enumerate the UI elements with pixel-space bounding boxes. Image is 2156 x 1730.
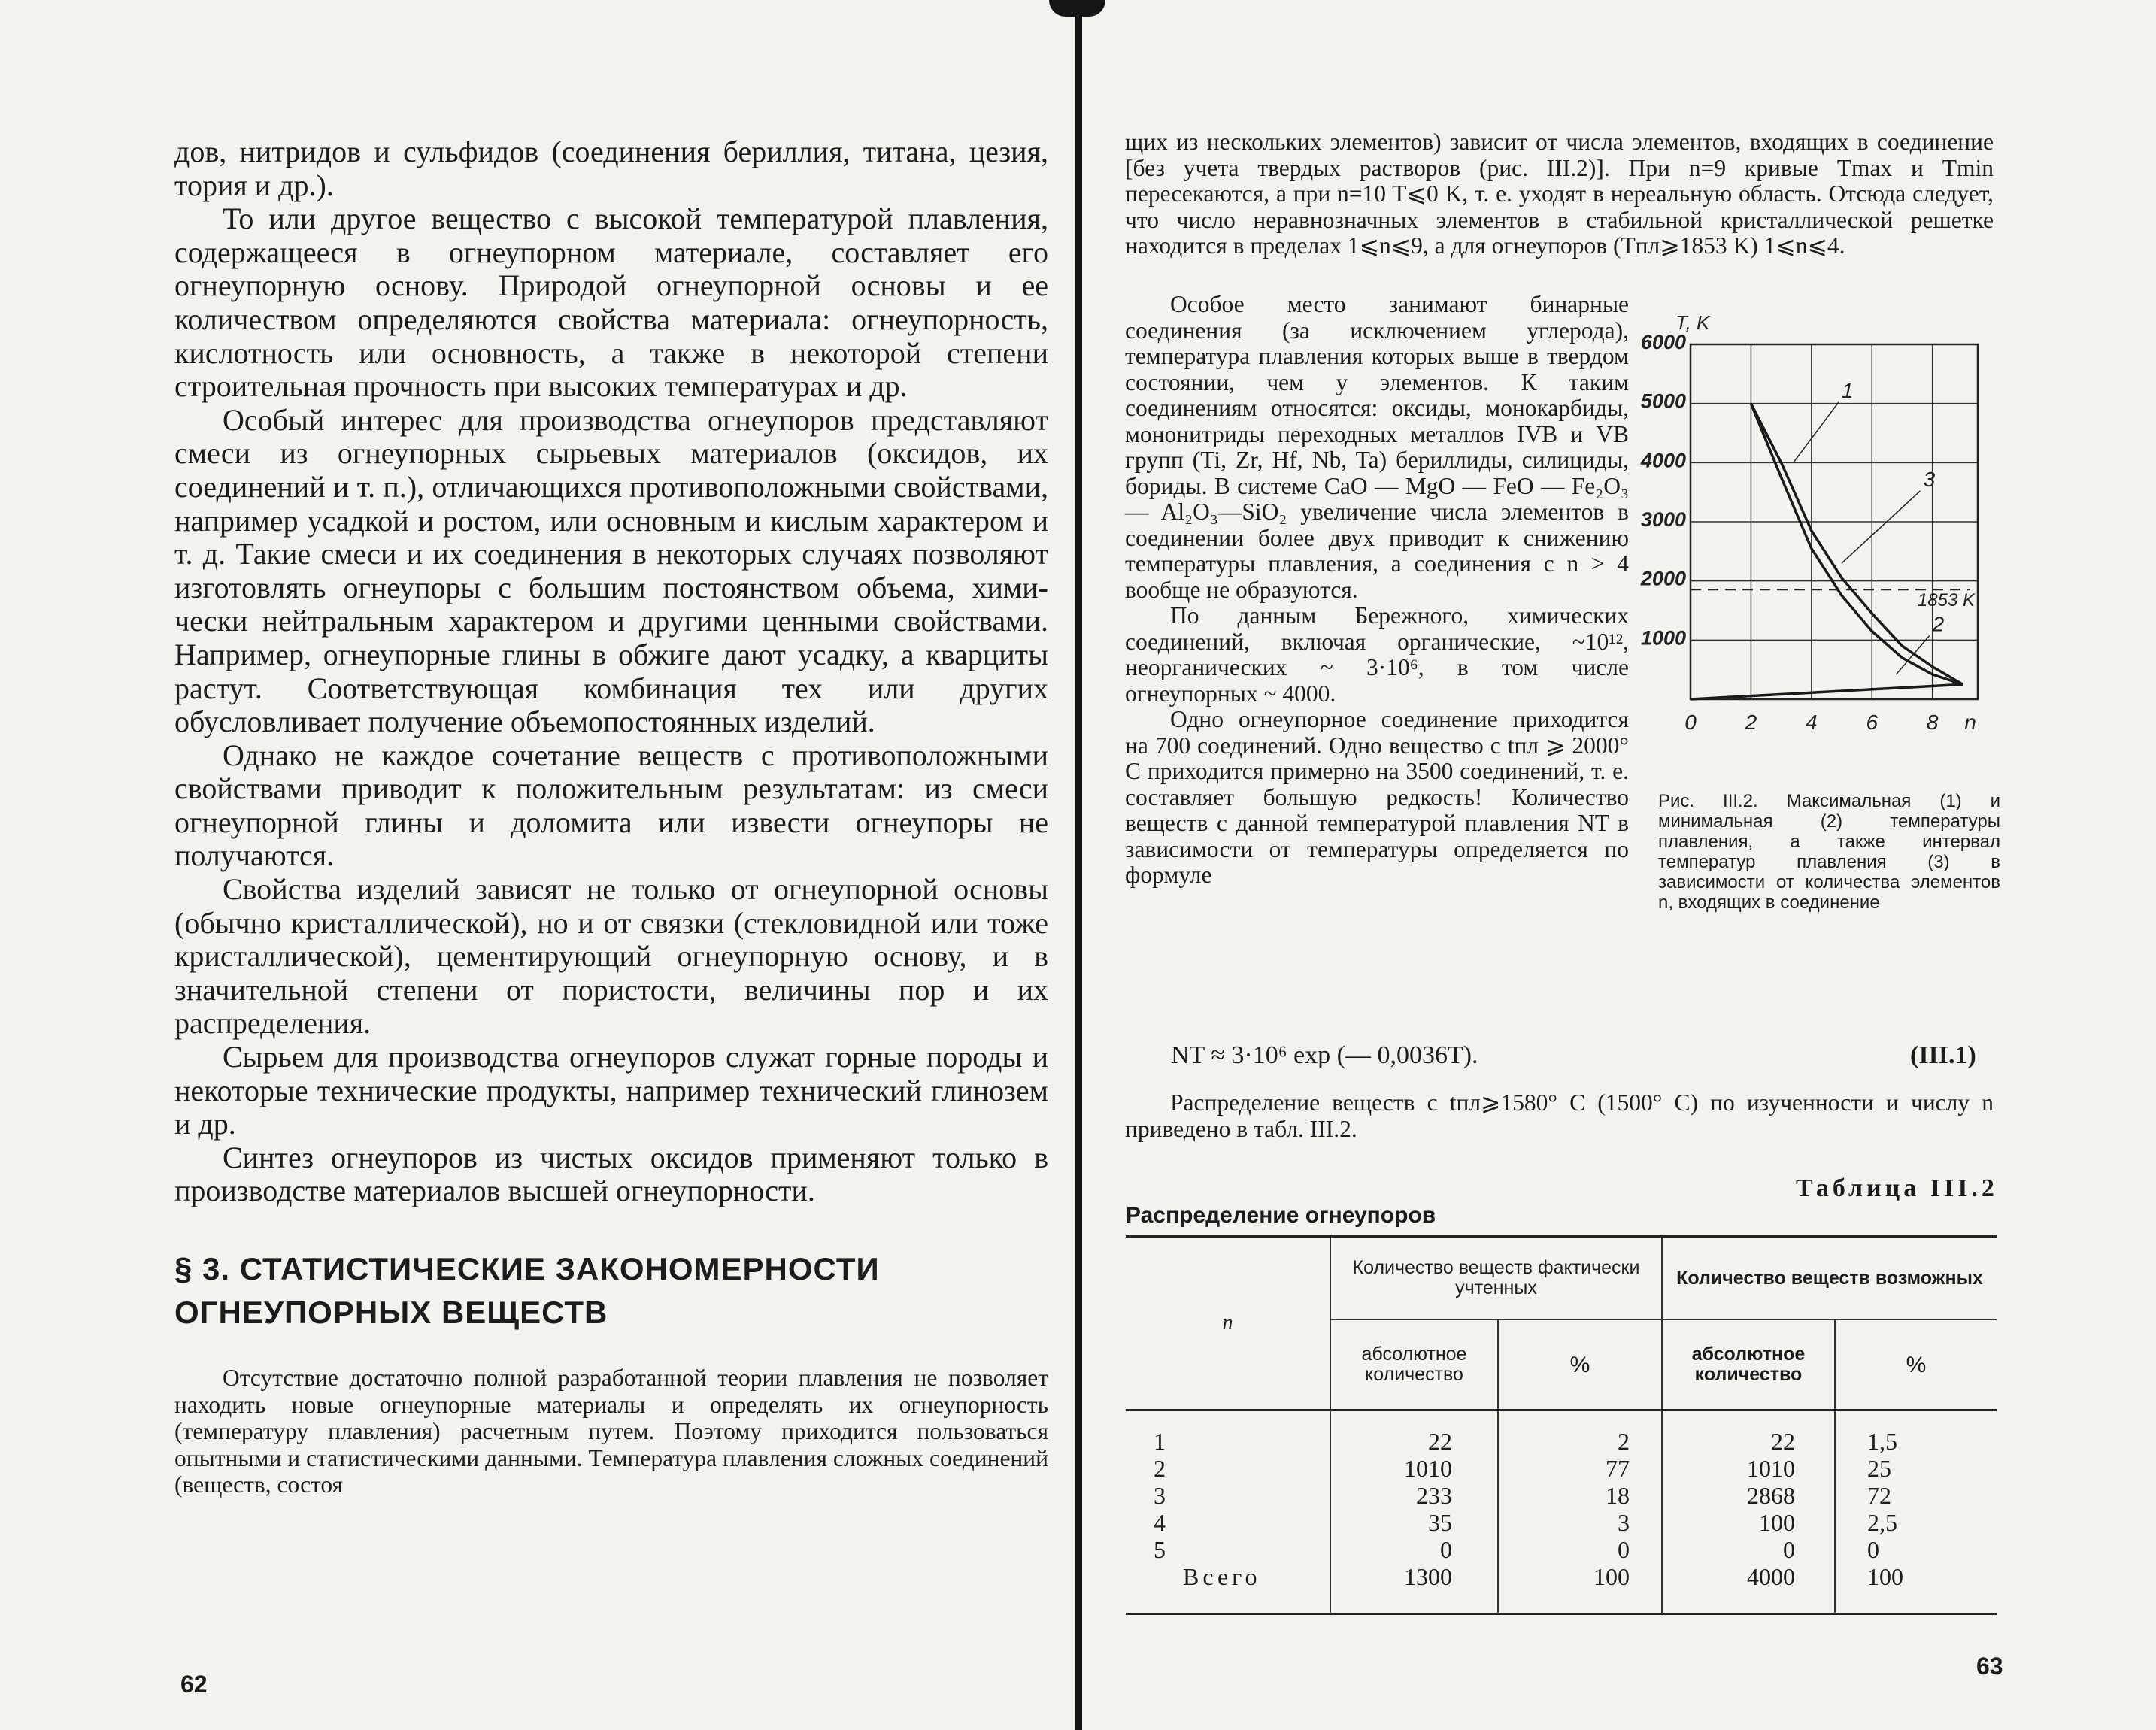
- book-spine: [1075, 0, 1082, 1730]
- table-cell: 3: [1498, 1509, 1662, 1536]
- table-cell: 22: [1662, 1410, 1835, 1456]
- table-cell: 35: [1330, 1509, 1498, 1536]
- table-cell: 18: [1498, 1482, 1662, 1509]
- table-header-n: n: [1126, 1237, 1330, 1410]
- section-heading-line: ОГНЕУПОРНЫХ ВЕЩЕСТВ: [174, 1295, 608, 1330]
- y-tick-label: 6000: [1640, 331, 1686, 353]
- table-row: [1126, 1536, 1997, 1563]
- x-tick-label: 6: [1866, 710, 1879, 734]
- table-cell: 25: [1867, 1455, 1891, 1482]
- table-row: [1126, 1563, 1997, 1614]
- page-number: 62: [180, 1671, 208, 1698]
- table-row: [1126, 1455, 1997, 1482]
- section-heading-line: § 3. СТАТИСТИЧЕСКИЕ ЗАКОНОМЕРНОСТИ: [174, 1251, 880, 1286]
- paragraph: дов, нитридов и сульфидов (соединения бериллия, титана, цезия, тория и др.).: [174, 135, 1048, 202]
- table-body: [1126, 1410, 1997, 1614]
- paragraph: Одно огнеупорное соединение приходится на 700 соединений. Одно вещество с tпл ⩾ 2000° C приходится примерно на 3500 соединений, т. е. составляет большую редкость! Количество веществ с данной температурой плавления NT в зависимости от температуры определяется по формуле: [1125, 706, 1629, 888]
- table-cell-n: 2: [1126, 1455, 1330, 1482]
- table-cell: 4000: [1662, 1563, 1835, 1614]
- paragraph: Распределение веществ с tпл⩾1580° C (1500° C) по изученности и числу n приведено в табл. III.2.: [1125, 1089, 1994, 1142]
- paragraph: щих из нескольких элементов) зависит от числа элементов, входящих в соединение [без учета твердых растворов (рис. III.2)]. При n=9 кривые Tmax и Tmin пересекаются, а при n=10 T⩽0 K, т. е. уходят в нереальную область. Отсюда следует, что число неравнозначных элементов в стабильной кристаллической решетке находится в пределах 1⩽n⩽9, а для огнеупоров (Tпл⩾1853 K) 1⩽n⩽4.: [1125, 129, 1994, 259]
- paragraph: По данным Бережного, химических соединений, включая органические, ~10¹², неорганических ~ 3·10⁶, в том числе огнеупорных ~ 4000.: [1125, 602, 1629, 707]
- table-subheader-absolute: абсолютное количество: [1330, 1319, 1498, 1410]
- y-axis-label: T, K: [1675, 311, 1710, 334]
- table-row: [1126, 1410, 1997, 1456]
- table-cell: 0: [1498, 1536, 1662, 1563]
- paragraph: Однако не каждое сочетание веществ с противоположными свойствами приводит к положительным результатам: из смеси огнеупорной глины и доломита или извести огнеупоры не получаются.: [174, 738, 1048, 873]
- table-cell: 233: [1330, 1482, 1498, 1509]
- y-tick-label: 5000: [1640, 389, 1686, 413]
- curve-label: 2: [1932, 612, 1945, 636]
- paragraph: Отсутствие достаточно полной разработанной теории плавления не позволяет находить новые огнеупорные материалы и определять их огнеупорность (температуру плавления) расчетным путем. Поэтому приходится пользоваться опытными и статистическими данными. Температура плавления сложных соединений (веществ, состоя: [174, 1365, 1048, 1498]
- x-tick-label: 4: [1806, 710, 1818, 734]
- series-line-2: [1691, 684, 1963, 699]
- table-row: [1126, 1482, 1997, 1509]
- table-cell: 2: [1498, 1410, 1662, 1456]
- table-cell: 72: [1867, 1482, 1891, 1509]
- right-page: [1087, 0, 2156, 1730]
- table-subheader-percent: %: [1906, 1352, 1927, 1377]
- table-cell-n: 3: [1126, 1482, 1330, 1509]
- table-label: Таблица III.2: [1796, 1174, 1998, 1202]
- table-cell-n: 1: [1126, 1410, 1330, 1456]
- series-line-1: [1751, 404, 1963, 685]
- paragraph: Особый интерес для производства огнеупоров представляют смеси из огнеупорных сырьевых материалов (оксидов, их соединений и т. п.), отличающихся противоположными свойствами, например усадкой и ростом, или основным и кислым характером и т. д. Такие смеси и их соединения в некоторых случаях позволяют изготовлять огнеупоры с большим постоянством объема, химически нейтральным характером и другими ценными свойствами. Например, огнеупорные глины в обжиге дают усадку, а кварциты растут. Соответствующая комбинация тех или других обусловливает получение объемопостоянных изделий.: [174, 402, 1048, 739]
- x-axis-label: n: [1964, 710, 1976, 734]
- table-cell: 1010: [1662, 1455, 1835, 1482]
- left-page-text: [174, 135, 1048, 1498]
- table-container: [1126, 1235, 1997, 1615]
- table-header-group-counted: Количество веществ фактически учтенных: [1330, 1237, 1662, 1320]
- table-cell: 2868: [1662, 1482, 1835, 1509]
- x-tick-label: 8: [1926, 710, 1939, 734]
- y-tick-label: 3000: [1640, 508, 1686, 531]
- table-cell-n: Всего: [1126, 1563, 1330, 1614]
- curve-label-leader: [1842, 491, 1921, 563]
- table-cell: 0: [1330, 1536, 1498, 1563]
- y-tick-label: 2000: [1640, 567, 1686, 590]
- distribution-table: [1126, 1235, 1997, 1615]
- right-page-column: [1125, 292, 1629, 889]
- table-cell: 0: [1662, 1536, 1835, 1563]
- table-cell: 100: [1662, 1509, 1835, 1536]
- table-row: [1126, 1509, 1997, 1536]
- formula: NT ≈ 3·10⁶ exp (— 0,0036T).: [1171, 1041, 1478, 1069]
- paragraph: То или другое вещество с высокой температурой плавления, содержащееся в огнеупорном материале, составляет его огнеупорную основу. Природой огнеупорной основы и ее количеством определяются свойства материала: огнеупорность, кислотность или основность, а также в некоторой степени строительная прочность при высоких температурах и др.: [174, 201, 1048, 404]
- paragraph: Сырьем для производства огнеупоров служат горные породы и некоторые технические продукты, например технический глинозем и др.: [174, 1040, 1048, 1141]
- table-cell: 77: [1498, 1455, 1662, 1482]
- curve-label-leader: [1794, 402, 1839, 463]
- after-formula: [1125, 1090, 1994, 1142]
- table-cell: 1010: [1330, 1455, 1498, 1482]
- melting-temperature-chart: [1613, 297, 2004, 778]
- y-tick-label: 1000: [1640, 626, 1686, 650]
- table-cell-n: 5: [1126, 1536, 1330, 1563]
- paragraph: Синтез огнеупоров из чистых оксидов применяют только в производстве материалов высшей огнеупорности.: [174, 1140, 1048, 1208]
- table-cell: 0: [1867, 1536, 1879, 1563]
- table-subheader-percent: %: [1498, 1319, 1662, 1410]
- figure-caption: Рис. III.2. Максимальная (1) и минимальная (2) температуры плавления, а также интервал температур плавления (3) в зависимости от количества элементов n, входящих в соединение: [1658, 791, 2000, 913]
- table-cell: 2,5: [1867, 1509, 1897, 1536]
- section-heading: [174, 1247, 1048, 1335]
- curve-label: 1: [1842, 378, 1854, 402]
- equation-number: (III.1): [1910, 1041, 1976, 1069]
- figure-caption-block: [1658, 791, 2000, 913]
- table-title: Распределение огнеупоров: [1126, 1203, 1436, 1228]
- left-page: [0, 0, 1075, 1730]
- series-line-3: [1751, 404, 1963, 685]
- table-subheader-absolute: абсолютное количество: [1662, 1319, 1835, 1410]
- y-tick-label: 4000: [1640, 449, 1686, 472]
- figure: [1613, 297, 2004, 778]
- table-header-group-possible: Количество веществ возможных: [1662, 1237, 1997, 1320]
- table-cell: 100: [1835, 1563, 1997, 1614]
- top-paragraph: [1125, 129, 1994, 259]
- table-cell: 1300: [1330, 1563, 1498, 1614]
- page-number: 63: [1976, 1653, 2003, 1680]
- table-cell-n: 4: [1126, 1509, 1330, 1536]
- table-cell: 22: [1330, 1410, 1498, 1456]
- table-cell: 1,5: [1867, 1428, 1897, 1455]
- curve-label: 3: [1923, 467, 1936, 491]
- reference-line-label: 1853 K: [1917, 590, 1975, 611]
- x-tick-label: 0: [1684, 710, 1697, 734]
- paragraph: Свойства изделий зависят не только от огнеупорной основы (обычно кристаллической), но и от связки (стекловидной или тоже кристаллической), цементирующий огнеупорную основу, и в значительной степени от пористости, величины пор и их распределения.: [174, 872, 1048, 1041]
- paragraph: Особое место занимают бинарные соединения (за исключением углерода), температура плавления которых выше в твердом состоянии, чем у элементов. К таким соединениям относятся: оксиды, монокарбиды, мононитриды переходных металлов IVB и VB групп (Ti, Zr, Hf, Nb, Ta) бериллиды, силициды, бориды. В системе CaO — MgO — FeO — Fe₂O₃ — Al₂O₃—SiO₂ увеличение числа элементов в соединении более двух приводит к снижению температуры плавления, а соединения с n > 4 вообще не образуются.: [1125, 291, 1629, 603]
- table-cell: 100: [1498, 1563, 1662, 1614]
- x-tick-label: 2: [1745, 710, 1757, 734]
